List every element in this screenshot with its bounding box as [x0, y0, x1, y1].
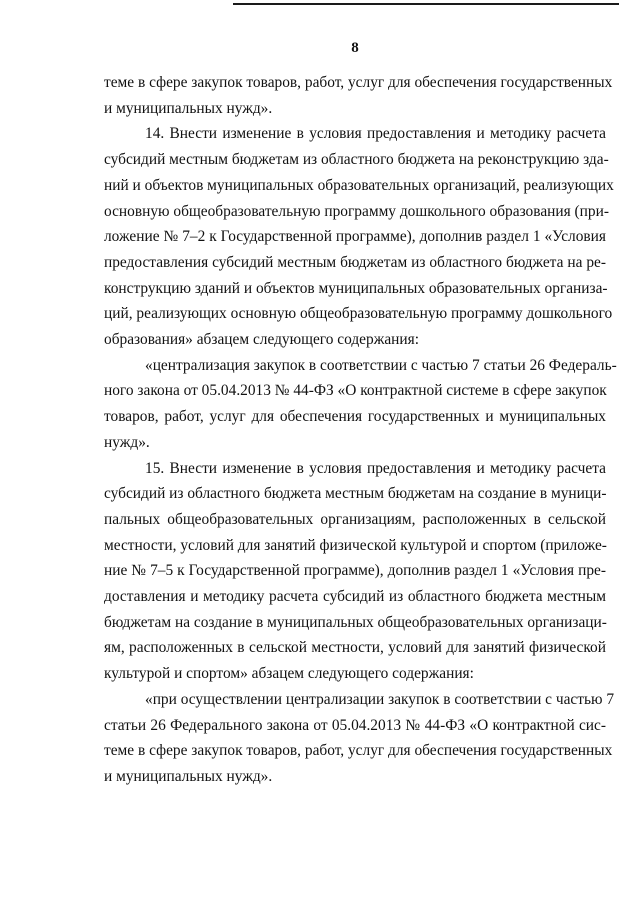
- text-line: пальных общеобразовательных организациям, расположенных в сельской: [104, 510, 606, 528]
- text-line: культурой и спортом» абзацем следующего содержания:: [104, 665, 474, 683]
- text-line: «при осуществлении централизации закупок в соответствии с частью 7: [145, 690, 615, 708]
- text-line: «централизация закупок в соответствии с частью 7 статьи 26 Федераль-: [145, 356, 617, 374]
- text-line: образования» абзацем следующего содержания:: [104, 331, 420, 349]
- top-rule: [233, 3, 619, 5]
- text-line: местности, условий для занятий физической культурой и спортом (приложе-: [104, 536, 607, 554]
- text-line: теме в сфере закупок товаров, работ, услуг для обеспечения государственных: [104, 74, 613, 91]
- text-line: ям, расположенных в сельской местности, условий для занятий физической: [104, 639, 606, 657]
- text-line: субсидий из областного бюджета местным бюджетам на создание в муници-: [104, 485, 607, 503]
- text-line: ного закона от 05.04.2013 № 44-ФЗ «О контрактной системе в сфере закупок: [104, 382, 607, 400]
- text-line: ложение № 7–2 к Государственной программе), дополнив раздел 1 «Условия: [104, 228, 606, 246]
- text-line: статьи 26 Федерального закона от 05.04.2013 № 44-ФЗ «О контрактной сис-: [104, 716, 606, 734]
- text-line: нужд».: [104, 433, 150, 451]
- text-line: и муниципальных нужд».: [104, 768, 273, 785]
- text-line: теме в сфере закупок товаров, работ, услуг для обеспечения государственных: [104, 742, 613, 760]
- page-number: 8: [351, 40, 359, 56]
- text-line: товаров, работ, услуг для обеспечения государственных и муниципальных: [104, 408, 606, 426]
- text-line: субсидий местным бюджетам из областного бюджета на реконструкцию зда-: [104, 151, 609, 169]
- text-line: предоставления субсидий местным бюджетам из областного бюджета на ре-: [104, 253, 606, 271]
- text-line: доставления и методику расчета субсидий из областного бюджета местным: [104, 588, 606, 606]
- text-line: основную общеобразовательную программу дошкольного образования (при-: [104, 202, 609, 220]
- text-line: ние № 7–5 к Государственной программе), дополнив раздел 1 «Условия пре-: [104, 562, 606, 580]
- text-line: ций, реализующих основную общеобразовательную программу дошкольного: [104, 305, 613, 323]
- text-line: и муниципальных нужд».: [104, 99, 273, 117]
- text-line: конструкцию зданий и объектов муниципальных образовательных организа-: [104, 279, 608, 297]
- text-line: 14. Внести изменение в условия предоставления и методику расчета: [145, 125, 606, 143]
- text-line: 15. Внести изменение в условия предоставления и методику расчета: [145, 459, 606, 477]
- text-line: бюджетам на создание в муниципальных общеобразовательных организаци-: [104, 613, 607, 631]
- text-line: ний и объектов муниципальных образовательных организаций, реализующих: [104, 176, 614, 194]
